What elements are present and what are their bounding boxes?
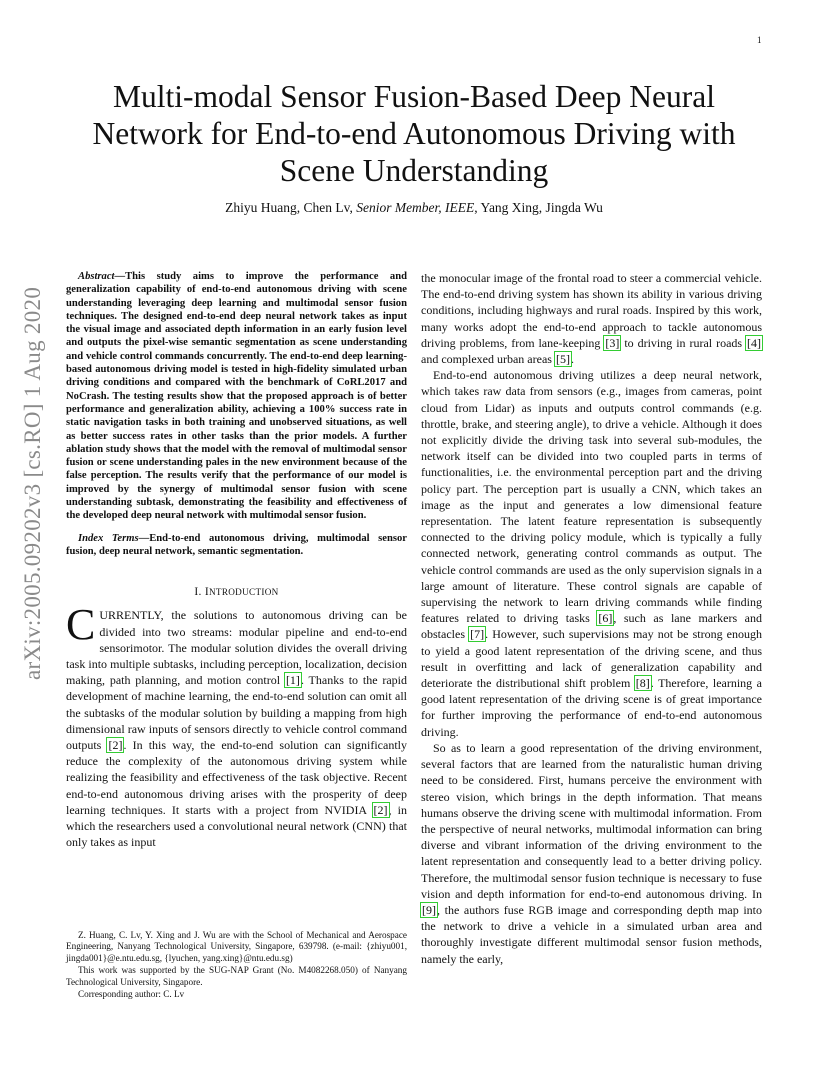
- body-text: So as to learn a good representation of the driving environment, several factors that are learned from the naturalistic human driving need to be considered. First, humans perceive the environment with stereo vision, which brings in the depth information. That means humans observe the driving scene with multimodal information. From the perspective of neural networks, multimodal information can bring diverse and vibrant information of the driving environment to the latent representation and consequently lead to a better driving policy. Therefore, the multimodal sensor fusion technique is necessary to fuse vision and depth information for end-to-end autonomous driving. In: [421, 740, 762, 901]
- arxiv-identifier-stamp[interactable]: arXiv:2005.09202v3 [cs.RO] 1 Aug 2020: [20, 286, 45, 680]
- footnote-affiliation: Z. Huang, C. Lv, Y. Xing and J. Wu are with the School of Mechanical and Aerospace Engineering, Nanyang Technological University, Singapore, 639798. (e-mail: {zhiyu001, jingda001}@e.ntu.edu.sg, {lyuchen, yang.xing}@ntu.edu.sg): [66, 930, 407, 963]
- author-role: Senior Member, IEEE: [356, 200, 475, 215]
- left-column: [66, 270, 407, 850]
- body-text: , such as lane markers and obstacles: [421, 611, 762, 642]
- citation-link[interactable]: [3]: [605, 335, 620, 350]
- body-text: and complexed urban areas: [421, 352, 555, 367]
- right-column: [421, 270, 762, 967]
- citation-link[interactable]: [1]: [285, 673, 300, 688]
- citation-link[interactable]: [4]: [747, 335, 762, 350]
- citation-link[interactable]: [9]: [422, 902, 436, 917]
- body-text: . Therefore, learning a good latent representation of the driving scene is of great importance for further improving the performance of end-to-end autonomous driving.: [421, 676, 762, 739]
- intro-paragraph: [66, 600, 408, 850]
- authors-part1: Zhiyu Huang, Chen Lv,: [225, 200, 357, 215]
- abstract-lead: Abstract: [78, 271, 115, 282]
- body-text: .: [570, 352, 574, 367]
- citation-link[interactable]: [2]: [373, 802, 388, 817]
- index-terms-text: —End-to-end autonomous driving, multimodal sensor fusion, deep neural network, semantic segmentation.: [66, 532, 407, 557]
- footnotes: [66, 930, 407, 1001]
- intro-text: , the solutions to autonomous driving can be divided into two streams: modular pipeline and end-to-end sensorimotor. The modular solution divides the overall driving task into multiple subtasks, including perception, localization, decision making, path planning, and motion control: [66, 608, 407, 688]
- intro-text: . Thanks to the rapid development of machine learning, the end-to-end solution can omit all the subtasks of the modular solution by building a mapping from high dimensional raw inputs of sensors directly to vehicle control command outputs: [66, 673, 408, 753]
- body-text: , the authors fuse RGB image and corresponding depth map into the network to drive a vehicle in a simulated urban area and thoroughly investigate different multimodal sensor fusion methods, namely the early,: [421, 902, 762, 966]
- drop-cap: C: [66, 600, 96, 650]
- paper-title: Multi-modal Sensor Fusion-Based Deep Neural Network for End-to-end Autonomous Driving with Scene Understanding: [92, 79, 736, 188]
- footnote-corresponding: Corresponding author: C. Lv: [78, 989, 185, 1000]
- footnote-funding: This work was supported by the SUG-NAP Grant (No. M4082268.050) of Nanyang Technological University, Singapore.: [66, 965, 407, 987]
- body-paragraph: [421, 367, 762, 740]
- section-heading-introduction: [66, 584, 407, 600]
- intro-text: , in which the researchers used a convolutional neural network (CNN) that only takes as input: [66, 802, 407, 850]
- intro-caps: URRENTLY: [99, 608, 161, 623]
- abstract: [66, 270, 407, 523]
- body-text: . However, such supervisions may not be strong enough to yield a good latent representation of the driving scene, and thus result in overfitting and lack of generalization capability and deteriorate the distributional shift problem: [421, 627, 762, 691]
- section-numeral: I. I: [194, 586, 209, 599]
- citation-link[interactable]: [2]: [108, 738, 123, 753]
- body-paragraph: [421, 740, 762, 967]
- citation-link[interactable]: [6]: [598, 611, 613, 626]
- body-text: End-to-end autonomous driving utilizes a deep neural network, which takes raw data from sensors (e.g., images from cameras, point cloud from Lidar) as inputs and outputs control commands (e.g. throttle, brake, and steering angle), to drive a vehicle. Although it does not explicitly divide the driving task into several sub-modules, the network itself can be divided into two coupled parts in terms of functionalities, i.e. the environmental perception part and the driving policy part. The perception part is usually a CNN, which takes an image as the input and generates a low dimensional feature representation. The latent feature representation is subsequently connected to the driving policy module, which is typically a fully connected network, generating control commands as output. The vehicle control commands are used as the only supervision signals in a large amount of literature. These control signals are capable of supervising the network to learn driving commands while finding features related to driving tasks: [421, 368, 762, 626]
- index-terms-lead: Index Terms: [78, 532, 139, 544]
- section-title-rest: NTRODUCTION: [208, 587, 279, 598]
- page-number: 1: [757, 35, 762, 45]
- body-text: to driving in rural roads: [620, 335, 747, 350]
- authors-part2: , Yang Xing, Jingda Wu: [474, 200, 603, 215]
- index-terms: [66, 532, 407, 559]
- author-list: [80, 200, 748, 216]
- body-paragraph: [421, 270, 762, 367]
- abstract-text: —This study aims to improve the performance and generalization capability of end-to-end autonomous driving with scene understanding leveraging deep learning and multimodal sensor fusion techniques. The designed end-to-end deep neural network takes as input the visual image and associated depth information in an early fusion level and outputs the pixel-wise semantic segmentation as scene understanding and vehicle control commands concurrently. The end-to-end deep learning-based autonomous driving model is tested in high-fidelity simulated urban driving conditions and compared with the benchmark of CoRL2017 and NoCrash. The testing results show that the proposed approach is of better performance and generalization ability, achieving a 100% success rate in static navigation tasks in both training and unobserved situations, as well as better success rates in other tasks than the prior models. A further ablation study shows that the model with the removal of multimodal sensor fusion or scene understanding pales in the new environment because of the false perception. The results verify that the performance of our model is improved by the synergy of multimodal sensor fusion with scene understanding subtask, demonstrating the feasibility and effectiveness of the developed deep neural network with multimodal sensor fusion.: [66, 271, 407, 522]
- body-text: the monocular image of the frontal road to steer a commercial vehicle. The end-to-end driving system has shown its ability in various driving conditions, including highways and rural roads. Inspired by this work, many works adopt the end-to-end approach to tackle autonomous driving problems, from lane-keeping: [421, 271, 762, 350]
- citation-link[interactable]: [5]: [555, 352, 570, 367]
- citation-link[interactable]: [8]: [635, 676, 650, 691]
- citation-link[interactable]: [7]: [470, 627, 485, 642]
- intro-text: . In this way, the end-to-end solution can significantly reduce the complexity of the autonomous driving system while realizing the feasibility and effectiveness of the task objective. Recent end-to-end autonomous driving arises with the prosperity of deep learning techniques. It starts with a project from NVIDIA: [66, 738, 407, 817]
